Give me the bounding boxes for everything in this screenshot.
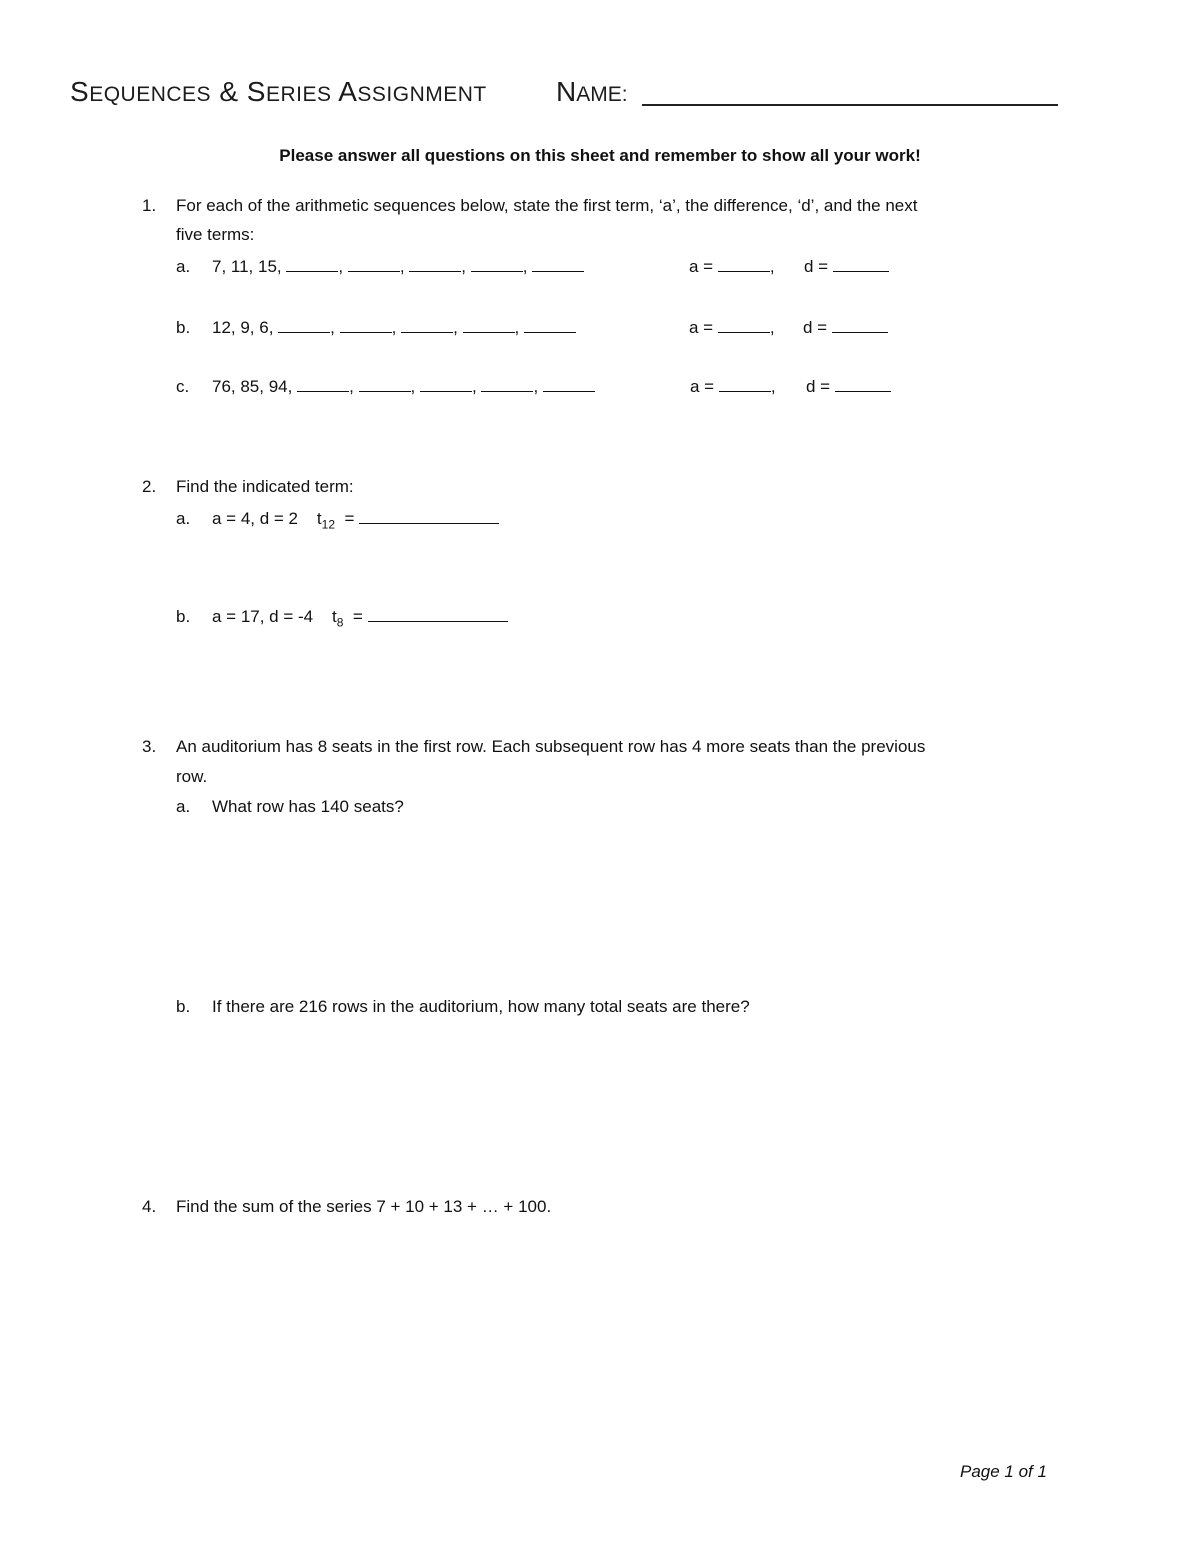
answer-blank[interactable] [340,318,392,333]
question-1a-sequence: 7, 11, 15, , , , , [212,257,584,277]
answer-blank[interactable] [719,377,771,392]
question-1b-sequence: 12, 9, 6, , , , , [212,318,576,338]
answer-blank[interactable] [359,509,499,524]
question-1a-label: a. [176,257,191,276]
question-1-text-cont: five terms: [176,225,255,244]
question-1a-a-answer: a = , [689,257,775,276]
question-1b-label: b. [176,318,191,337]
question-3a-label: a. [176,797,191,816]
answer-blank[interactable] [297,377,349,392]
assignment-title: SEQUENCES & SERIES ASSIGNMENT [70,76,487,107]
question-3-text-cont: row. [176,767,208,786]
answer-blank[interactable] [833,257,889,272]
question-2a-label: a. [176,509,191,528]
answer-blank[interactable] [286,257,338,272]
question-2b-body: a = 17, d = -4 $t_8$ = [212,607,508,629]
answer-blank[interactable] [524,318,576,333]
answer-blank[interactable] [401,318,453,333]
question-1c-sequence: 76, 85, 94, , , , , [212,377,595,397]
question-4-number: 4. [142,1197,157,1216]
answer-blank[interactable] [718,257,770,272]
question-1-number: 1. [142,196,157,215]
question-3b-text: If there are 216 rows in the auditorium, how many total seats are there? [212,997,750,1016]
question-3b-label: b. [176,997,191,1016]
page-number: Page 1 of 1 [960,1462,1047,1481]
answer-blank[interactable] [718,318,770,333]
question-1b-a-answer: a = , [689,318,775,337]
question-2b-label: b. [176,607,191,626]
answer-blank[interactable] [278,318,330,333]
answer-blank[interactable] [532,257,584,272]
question-2-text: Find the indicated term: [176,477,354,496]
question-1c-a-answer: a = , [690,377,776,396]
question-1c-d-answer: d = [806,377,891,397]
answer-blank[interactable] [368,607,508,622]
answer-blank[interactable] [348,257,400,272]
answer-blank[interactable] [471,257,523,272]
answer-blank[interactable] [409,257,461,272]
question-3a-text: What row has 140 seats? [212,797,404,816]
question-3-number: 3. [142,737,157,756]
answer-blank[interactable] [420,377,472,392]
answer-blank[interactable] [835,377,891,392]
question-4-text: Find the sum of the series 7 + 10 + 13 + … + 100. [176,1197,552,1216]
instructions: Please answer all questions on this sheet and remember to show all your work! [279,146,921,165]
answer-blank[interactable] [832,318,888,333]
question-1c-label: c. [176,377,190,396]
answer-blank[interactable] [481,377,533,392]
question-1b-d-answer: d = [803,318,888,338]
question-1a-d-answer: d = [804,257,889,277]
name-label: NAME: [556,76,628,107]
name-field[interactable] [642,104,1058,106]
answer-blank[interactable] [463,318,515,333]
question-2-number: 2. [142,477,157,496]
question-1-text: For each of the arithmetic sequences below, state the first term, ‘a’, the difference, ‘d’, and the next [176,196,918,215]
question-3-text: An auditorium has 8 seats in the first row. Each subsequent row has 4 more seats than the previous [176,737,926,756]
question-2a-body: a = 4, d = 2 $t_{12}$ = [212,509,499,531]
answer-blank[interactable] [359,377,411,392]
answer-blank[interactable] [543,377,595,392]
